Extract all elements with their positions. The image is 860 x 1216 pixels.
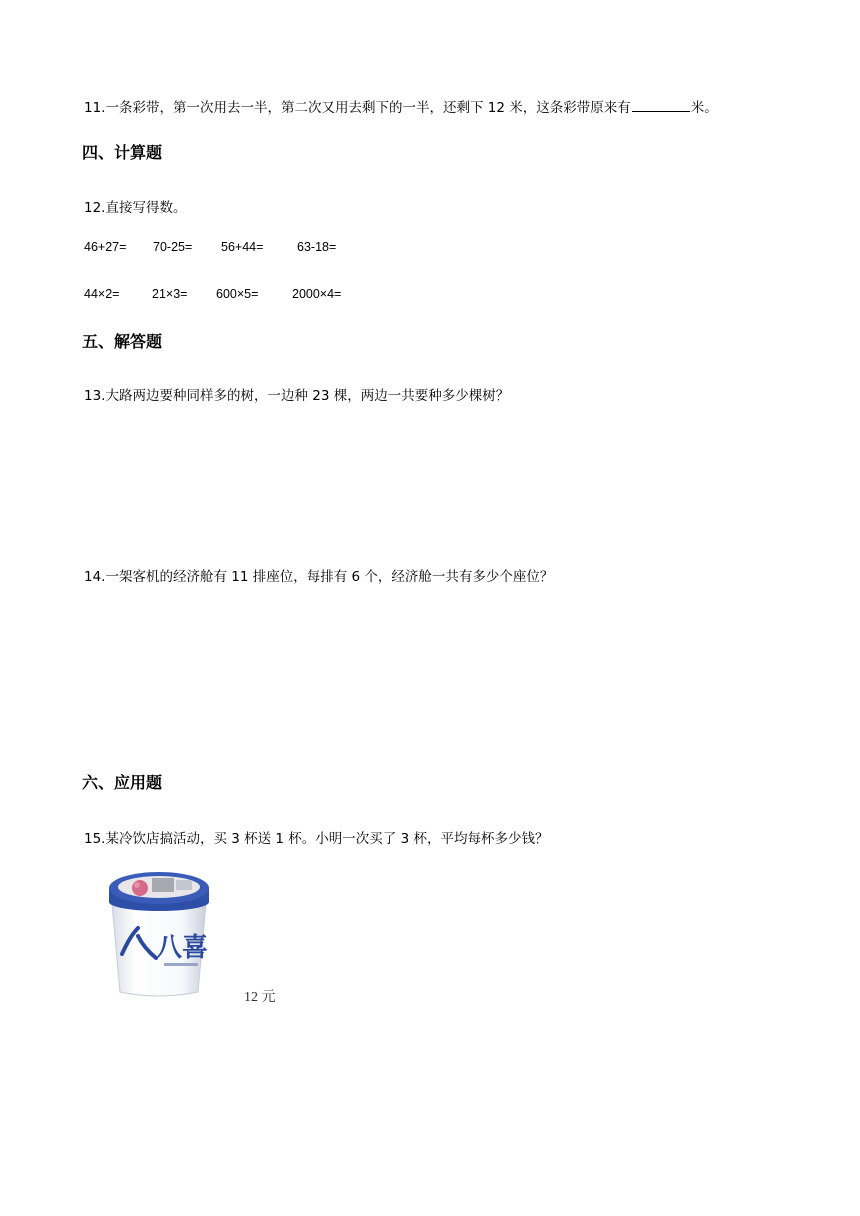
section-4-heading: 四、计算题 — [82, 143, 163, 162]
section-5-heading: 五、解答题 — [82, 332, 163, 351]
answer-blank[interactable] — [632, 97, 690, 112]
price-label: 12 元 — [244, 990, 276, 1005]
calc-item: 70-25= — [153, 240, 193, 254]
ice-cream-cup-icon — [104, 866, 214, 1000]
question-12-prompt: 12.直接写得数。 — [84, 200, 187, 216]
question-14: 14.一架客机的经济舱有 11 排座位，每排有 6 个，经济舱一共有多少个座位？ — [84, 569, 554, 585]
calc-item: 21×3= — [152, 287, 188, 301]
question-11-text: 11.一条彩带，第一次用去一半，第二次又用去剩下的一半，还剩下 12 米，这条彩带原来有 — [84, 100, 631, 116]
calc-item: 2000×4= — [292, 287, 342, 301]
calc-item: 56+44= — [221, 240, 264, 254]
section-6-heading: 六、应用题 — [82, 773, 163, 792]
question-15: 15.某冷饮店搞活动，买 3 杯送 1 杯。小明一次买了 3 杯，平均每杯多少钱？ — [84, 831, 549, 847]
question-13: 13.大路两边要种同样多的树，一边种 23 棵，两边一共要种多少棵树？ — [84, 388, 510, 404]
question-11 — [84, 96, 718, 116]
calc-item: 44×2= — [84, 287, 120, 301]
brand-text: 八喜 — [156, 933, 209, 963]
calc-item: 63-18= — [297, 240, 337, 254]
question-11-unit: 米。 — [690, 100, 718, 116]
calc-item: 46+27= — [84, 240, 127, 254]
calc-item: 600×5= — [216, 287, 259, 301]
